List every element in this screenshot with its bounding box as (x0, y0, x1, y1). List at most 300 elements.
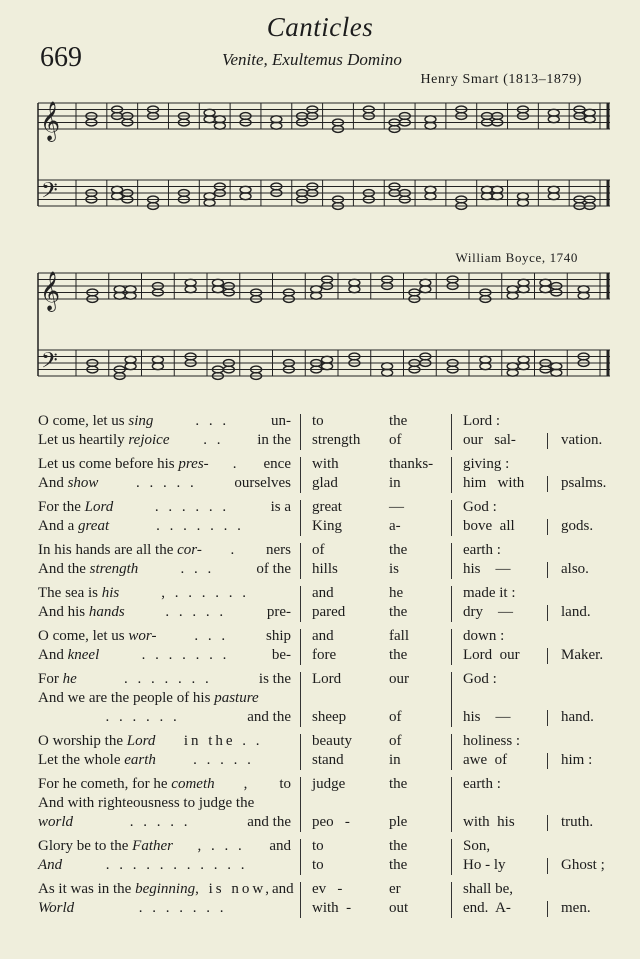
bar-line (451, 734, 452, 770)
verse-line (0, 584, 640, 603)
chant-syllable: God : (463, 499, 497, 515)
verse-emphasis: he (62, 671, 77, 687)
verse-words: O come, let us (38, 628, 129, 644)
psalm-verse (0, 412, 640, 450)
verse-line (0, 732, 640, 751)
verse-reciting-end: and (269, 838, 291, 854)
verse-emphasis: beginning (135, 881, 196, 897)
page-heading: Canticles (266, 12, 374, 42)
bar-line (300, 672, 301, 727)
note-head-icon (212, 279, 223, 286)
note-head-icon (420, 279, 431, 286)
psalm-verse (0, 775, 640, 832)
note-head-icon (214, 122, 225, 129)
verse-reciting-end: ourselves (234, 475, 291, 491)
note-head-icon (240, 186, 251, 193)
chant-syllable: earth : (463, 542, 501, 558)
chant-syllable: with (312, 456, 339, 472)
note-head-icon (114, 286, 125, 293)
music-score-1 (36, 95, 614, 220)
chant-syllable: the (389, 857, 408, 873)
note-head-icon (578, 292, 589, 299)
note-head-icon (481, 186, 492, 193)
verse-line (0, 646, 640, 665)
psalm-verse (0, 498, 640, 536)
verse-reciting-end: of the (256, 561, 291, 577)
note-head-icon (112, 193, 123, 200)
chant-syllable: Ghost ; (561, 857, 605, 873)
verse-words: And (38, 475, 68, 491)
note-head-icon (114, 292, 125, 299)
verse-words: Let the whole (38, 752, 125, 768)
note-head-icon (382, 363, 393, 370)
verse-emphasis: great (78, 518, 110, 534)
verse-text (38, 455, 291, 474)
leader-dots: , (243, 776, 251, 792)
verse-reciting-end: ence (263, 456, 291, 472)
chant-syllable: the (389, 413, 408, 429)
note-head-icon (349, 286, 360, 293)
verse-reciting-end: pre- (266, 604, 291, 620)
verse-reciting-end: un- (271, 413, 291, 429)
note-head-icon (480, 363, 491, 370)
note-head-icon (125, 286, 136, 293)
note-head-icon (425, 193, 436, 200)
verse-text (38, 775, 291, 794)
bar-line (300, 457, 301, 493)
chant-syllable: hand. (561, 709, 594, 725)
hymn-title: Venite, Exultemus Domino (222, 50, 402, 69)
verse-line (0, 455, 640, 474)
bar-line (300, 500, 301, 536)
psalm-verse (0, 837, 640, 875)
note-head-icon (492, 186, 503, 193)
verse-reciting-end: be- (271, 647, 291, 663)
chant-syllable: hills (312, 561, 338, 577)
psalm-verse (0, 541, 640, 579)
verse-text (38, 708, 291, 727)
bar-line (451, 457, 452, 493)
psalm-verse (0, 732, 640, 770)
leader-dots: . . . (194, 628, 229, 644)
verse-words: And the (38, 561, 90, 577)
leader-dots: . . . . . . . (123, 671, 212, 687)
bar-line (300, 586, 301, 622)
chant-syllable: his — (463, 709, 511, 725)
verse-text (38, 412, 291, 431)
verse-emphasis: pasture (214, 690, 259, 706)
note-head-icon (271, 116, 282, 123)
chant-syllable: Lord our (463, 647, 520, 663)
chant-syllable: of (312, 542, 325, 558)
verse-line (0, 856, 640, 875)
verse-words: O come, let us (38, 413, 129, 429)
leader-dots (254, 794, 291, 813)
chant-syllable: him : (561, 752, 593, 768)
leader-dots: . . . . . (165, 604, 227, 620)
bar-line (451, 777, 452, 832)
note-head-icon (204, 199, 215, 206)
verse-words: And a (38, 518, 78, 534)
chant-syllable: ple (389, 814, 408, 830)
note-head-icon (551, 363, 562, 370)
leader-dots: . . . (180, 561, 215, 577)
bar-line (300, 839, 301, 875)
psalm-verse (0, 627, 640, 665)
leader-dots: . . . . . . . (138, 900, 227, 916)
chant-syllable: is (389, 561, 400, 577)
leader-dots: . . . (195, 413, 230, 429)
chant-syllable: stand (312, 752, 344, 768)
verse-emphasis: show (67, 475, 99, 491)
leader-dots: . . (203, 432, 224, 448)
verse-words: Glory be to the (38, 838, 133, 854)
leader-dots: . . . . . (193, 752, 254, 768)
verse-text (38, 560, 291, 579)
note-head-icon (507, 286, 518, 293)
hymn-number: 669 (40, 42, 82, 73)
verse-line (0, 880, 640, 899)
verse-words: Let us come before his (38, 456, 179, 472)
verse-emphasis: earth (124, 752, 156, 768)
bar-line (451, 586, 452, 622)
bar-line (451, 414, 452, 450)
chant-syllable: peo - (312, 814, 350, 830)
chant-syllable: and (312, 628, 334, 644)
verse-emphasis: kneel (67, 647, 100, 663)
verse-text (38, 603, 291, 622)
chant-syllable: — (389, 499, 404, 515)
note-head-icon (112, 186, 123, 193)
bar-line (547, 858, 548, 874)
chant-syllable: with - (312, 900, 352, 916)
chant-syllable: Son, (463, 838, 491, 854)
verse-line (0, 412, 640, 431)
bar-line (547, 605, 548, 621)
note-head-icon (125, 356, 136, 363)
verse-line (0, 431, 640, 450)
chant-syllable: awe of (463, 752, 508, 768)
chant-syllable: our (389, 671, 409, 687)
note-head-icon (551, 369, 562, 376)
psalm-text (0, 412, 640, 923)
chant-syllable: sheep (312, 709, 347, 725)
verse-reciting-end: and the (247, 709, 291, 725)
psalm-verse (0, 584, 640, 622)
note-head-icon (578, 286, 589, 293)
verse-line (0, 560, 640, 579)
verse-line (0, 627, 640, 646)
chant-syllable: the (389, 542, 408, 558)
note-head-icon (517, 193, 528, 200)
bar-line (300, 629, 301, 665)
note-head-icon (382, 369, 393, 376)
chant-syllable: giving : (463, 456, 510, 472)
bar-line (547, 519, 548, 535)
chant-syllable: psalms. (561, 475, 607, 491)
psalm-verse (0, 670, 640, 727)
chant-syllable: he (389, 585, 404, 601)
note-head-icon (204, 193, 215, 200)
verse-text (38, 646, 291, 665)
note-head-icon (125, 292, 136, 299)
verse-reciting-end: to (279, 776, 291, 792)
chant-syllable: fore (312, 647, 337, 663)
verse-words: For he cometh, for he (38, 776, 172, 792)
chant-syllable: God : (463, 671, 497, 687)
verse-emphasis: rejoice (128, 432, 170, 448)
chant-syllable: vation. (561, 432, 603, 448)
chant-syllable: out (389, 900, 409, 916)
leader-dots: . . . . . . . (156, 518, 244, 534)
chant-syllable: Maker. (561, 647, 604, 663)
note-head-icon (322, 356, 333, 363)
chant-syllable: Lord : (463, 413, 501, 429)
note-head-icon (518, 279, 529, 286)
chant-syllable: the (389, 776, 408, 792)
chant-syllable: made it : (463, 585, 516, 601)
leader-dots: . . . . . . (154, 499, 230, 515)
leader-dots: , . . . (197, 838, 245, 854)
verse-words: The sea is (38, 585, 102, 601)
chant-score (36, 95, 614, 220)
chant-syllable: judge (312, 776, 346, 792)
verse-text (38, 541, 291, 560)
bar-line (547, 815, 548, 831)
note-head-icon (518, 363, 529, 370)
verse-emphasis: pres- (178, 456, 209, 472)
bar-line (451, 543, 452, 579)
chant-syllable: great (312, 499, 342, 515)
note-head-icon (548, 193, 559, 200)
chant-syllable: end. A- (463, 900, 511, 916)
note-head-icon (540, 286, 551, 293)
verse-line (0, 837, 640, 856)
verse-line (0, 775, 640, 794)
verse-words: For (38, 671, 63, 687)
verse-text (38, 794, 291, 813)
chant-syllable: dry — (463, 604, 513, 620)
note-head-icon (311, 292, 322, 299)
chant-syllable: a- (389, 518, 401, 534)
bar-line (451, 500, 452, 536)
verse-words: Let us heartily (38, 432, 129, 448)
composer-credit: Henry Smart (1813–1879) (420, 72, 582, 87)
verse-emphasis: cor- (177, 542, 202, 558)
verse-emphasis: World (38, 900, 75, 916)
chant-syllable: men. (561, 900, 591, 916)
leader-dots: in the . . (183, 733, 263, 749)
verse-reciting-end: in the (257, 432, 291, 448)
chant-syllable: our sal- (463, 432, 516, 448)
verse-emphasis: Lord (84, 499, 114, 515)
verse-text (38, 689, 291, 708)
note-head-icon (507, 363, 518, 370)
chant-syllable: pared (312, 604, 346, 620)
verse-words: O worship the (38, 733, 127, 749)
bar-line (300, 734, 301, 770)
bar-line (300, 882, 301, 918)
chant-syllable: to (312, 838, 324, 854)
chant-score (36, 265, 614, 390)
verse-emphasis: strength (89, 561, 139, 577)
verse-emphasis: Father (132, 838, 173, 854)
bar-line (451, 839, 452, 875)
verse-reciting-end: is a (270, 499, 291, 515)
verse-line (0, 794, 640, 813)
note-head-icon (518, 286, 529, 293)
chant-syllable: in (389, 752, 401, 768)
chant-syllable: thanks- (389, 456, 434, 472)
chant-syllable: earth : (463, 776, 501, 792)
bar-line (451, 882, 452, 918)
verse-words: For the (38, 499, 85, 515)
verse-text (38, 627, 291, 646)
chant-syllable: of (389, 709, 402, 725)
leader-dots (259, 689, 291, 708)
bar-line (547, 901, 548, 917)
bass-clef-icon: 𝄢 (41, 348, 58, 379)
verse-words: As it was in the (38, 881, 136, 897)
note-head-icon (349, 279, 360, 286)
verse-emphasis: Lord (126, 733, 156, 749)
note-head-icon (425, 186, 436, 193)
verse-text (38, 880, 294, 899)
verse-line (0, 751, 640, 770)
note-head-icon (507, 292, 518, 299)
verse-emphasis: world (38, 814, 74, 830)
verse-text (38, 751, 291, 770)
chant-syllable: with his (463, 814, 515, 830)
verse-words: And his (38, 604, 89, 620)
verse-reciting-end: and the (247, 814, 291, 830)
verse-text (38, 837, 291, 856)
verse-emphasis: his (101, 585, 120, 601)
chant-syllable: fall (389, 628, 409, 644)
verse-line (0, 708, 640, 727)
note-head-icon (481, 193, 492, 200)
chant-syllable: Lord (312, 671, 342, 687)
leader-dots: , . . . . . . (161, 585, 249, 601)
leader-dots: . . . . . . . . . . . (105, 857, 248, 873)
composer-credit: William Boyce, 1740 (455, 250, 578, 265)
chant-syllable: gods. (561, 518, 594, 534)
chant-syllable: shall be, (463, 881, 513, 897)
bass-clef-icon: 𝄢 (41, 178, 58, 209)
verse-reciting-end: ship (265, 628, 291, 644)
note-head-icon (214, 116, 225, 123)
note-head-icon (480, 356, 491, 363)
bar-line (300, 414, 301, 450)
music-score-2 (36, 265, 614, 390)
verse-text (38, 856, 291, 875)
chant-syllable: King (312, 518, 342, 534)
verse-line (0, 603, 640, 622)
verse-text (38, 431, 291, 450)
verse-line (0, 498, 640, 517)
verse-emphasis: And (38, 857, 63, 873)
note-head-icon (240, 193, 251, 200)
note-head-icon (548, 116, 559, 123)
note-head-icon (311, 286, 322, 293)
chant-syllable: bove all (463, 518, 515, 534)
chant-syllable: the (389, 647, 408, 663)
bar-line (547, 753, 548, 769)
verse-text (38, 498, 291, 517)
verse-reciting-end: and (271, 881, 294, 897)
verse-line (0, 813, 640, 832)
note-head-icon (204, 116, 215, 123)
chant-syllable: of (389, 432, 402, 448)
note-head-icon (540, 279, 551, 286)
note-head-icon (420, 286, 431, 293)
verse-text (38, 584, 291, 603)
verse-words: And we are the people of his (38, 690, 215, 706)
verse-line (0, 689, 640, 708)
note-head-icon (425, 122, 436, 129)
verse-emphasis: cometh (171, 776, 215, 792)
chant-syllable: and (312, 585, 334, 601)
bar-line (451, 629, 452, 665)
note-head-icon (425, 116, 436, 123)
chant-syllable: the (389, 604, 408, 620)
note-head-icon (152, 356, 163, 363)
bar-line (451, 672, 452, 727)
verse-text (38, 670, 291, 689)
chant-syllable: land. (561, 604, 591, 620)
note-head-icon (584, 116, 595, 123)
chant-syllable: his — (463, 561, 511, 577)
note-head-icon (185, 286, 196, 293)
psalm-verse (0, 880, 640, 918)
verse-text (38, 732, 291, 751)
verse-emphasis: sing (128, 413, 154, 429)
leader-dots: . . . . . . (105, 709, 180, 725)
leader-dots: . (230, 542, 238, 558)
note-head-icon (212, 286, 223, 293)
verse-text (38, 899, 291, 918)
chant-syllable: of (389, 733, 402, 749)
note-head-icon (548, 109, 559, 116)
treble-clef-icon: 𝄞 (40, 271, 61, 311)
chant-syllable: truth. (561, 814, 594, 830)
chant-syllable: holiness : (463, 733, 521, 749)
bar-line (300, 777, 301, 832)
note-head-icon (548, 186, 559, 193)
chant-syllable: glad (312, 475, 338, 491)
psalm-verse (0, 455, 640, 493)
chant-syllable: the (389, 838, 408, 854)
chant-syllable: him with (463, 475, 525, 491)
verse-reciting-end: ners (266, 542, 291, 558)
chant-syllable: in (389, 475, 401, 491)
verse-reciting-end: is the (258, 671, 291, 687)
verse-words: And (38, 647, 68, 663)
note-head-icon (125, 363, 136, 370)
note-head-icon (271, 122, 282, 129)
bar-line (547, 648, 548, 664)
chant-syllable: also. (561, 561, 589, 577)
chant-syllable: ev - (312, 881, 343, 897)
chant-syllable: to (312, 857, 324, 873)
verse-text (38, 517, 291, 536)
verse-line (0, 517, 640, 536)
verse-text (38, 813, 291, 832)
note-head-icon (584, 109, 595, 116)
verse-line (0, 541, 640, 560)
leader-dots: , is now, (195, 881, 272, 897)
chant-syllable: er (389, 881, 401, 897)
